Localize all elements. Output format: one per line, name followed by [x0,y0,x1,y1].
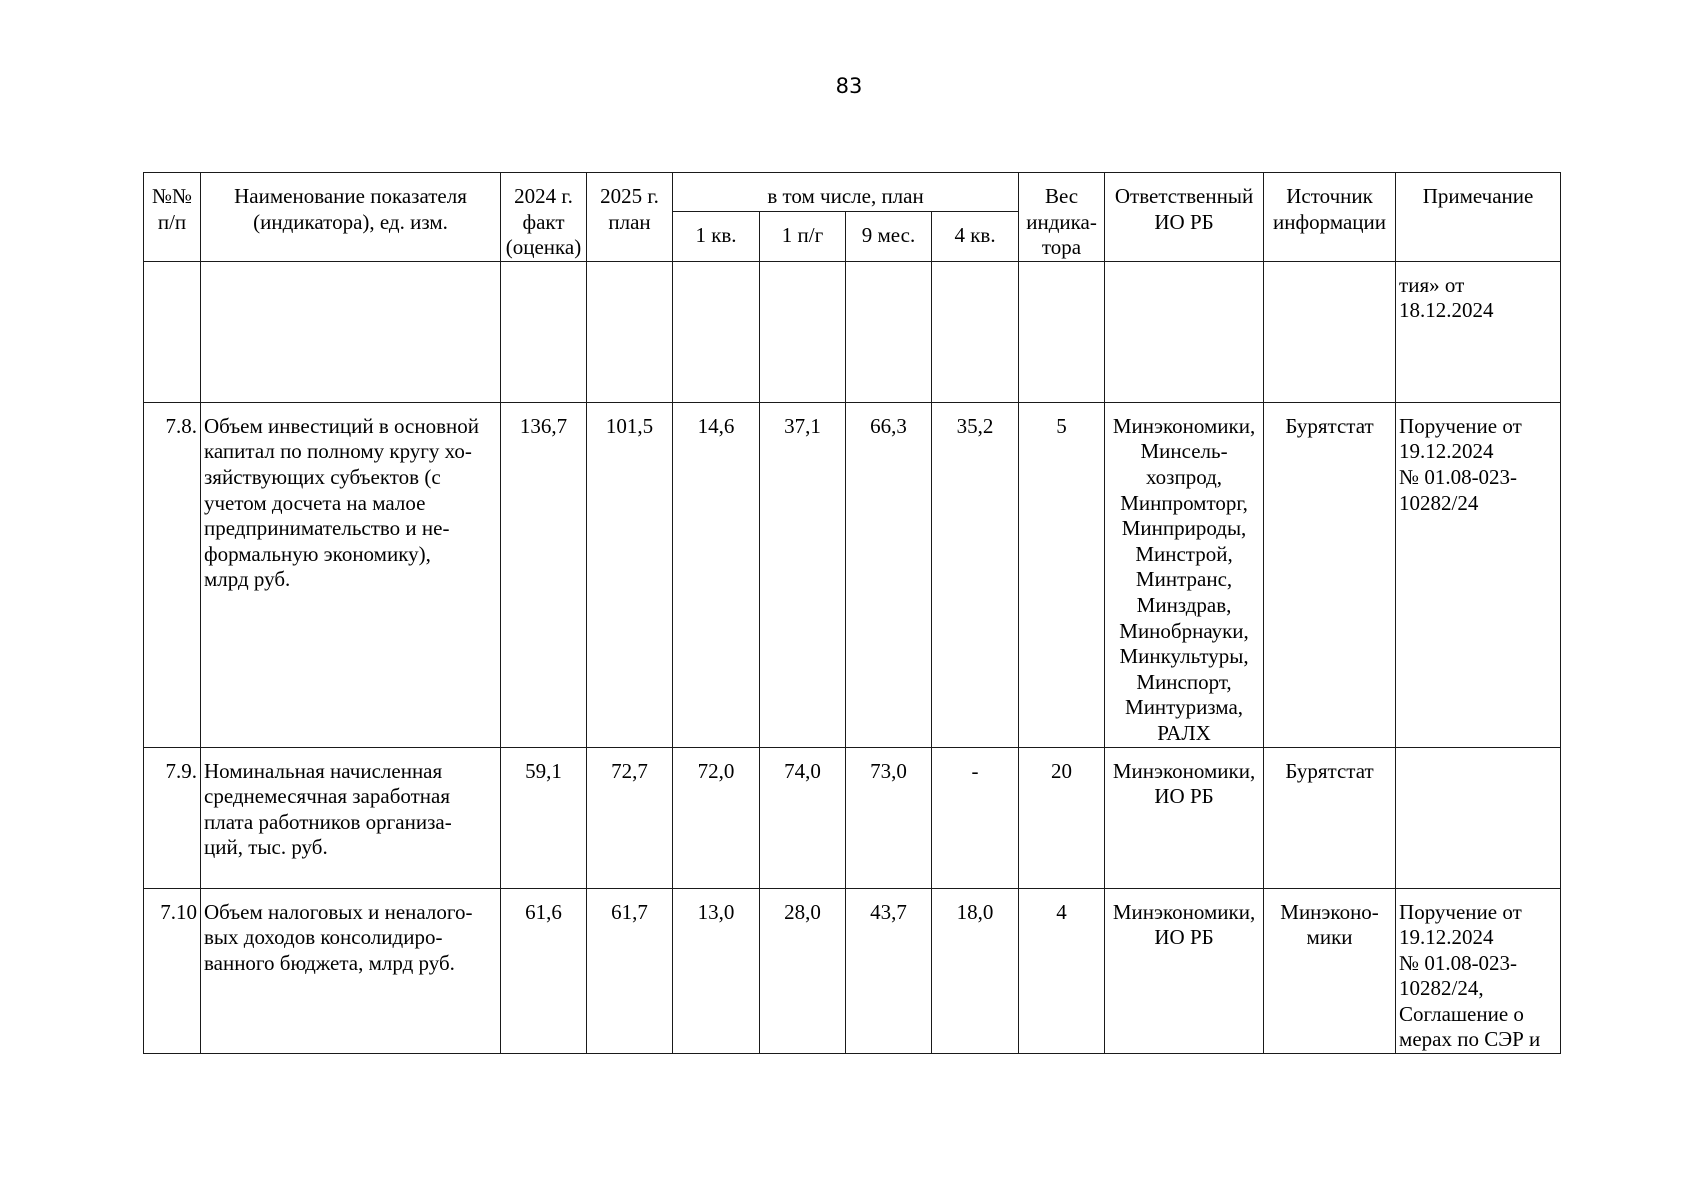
cell-num [144,261,201,402]
cell-9-months: 73,0 [846,747,932,888]
header-h1: 1 п/г [760,212,846,262]
cell-plan-2025: 101,5 [587,402,673,747]
cell-q4: - [932,747,1019,888]
cell-note: Поручение от 19.12.2024 № 01.08-023- 10282/24, Соглашение о мерах по СЭР и [1396,888,1561,1054]
cell-q1: 13,0 [673,888,760,1054]
header-note: Примечание [1396,173,1561,262]
cell-q1: 72,0 [673,747,760,888]
header-weight: Вес индика-тора [1019,173,1105,262]
header-q1: 1 кв. [673,212,760,262]
cell-name: Объем инвестиций в основной капитал по полному кругу хо- зяйствующих субъектов (с учетом досчета на малое предпринимательство и не- формальную экономику), млрд руб. [201,402,501,747]
cell-name: Номинальная начисленная среднемесячная заработная плата работников организа- ций, тыс. руб. [201,747,501,888]
cell-source: Бурятстат [1264,747,1396,888]
page-number: 83 [835,74,863,98]
cell-plan-2025: 72,7 [587,747,673,888]
cell-q1: 14,6 [673,402,760,747]
cell-note: Поручение от 19.12.2024 № 01.08-023- 10282/24 [1396,402,1561,747]
cell-weight: 5 [1019,402,1105,747]
cell-num: 7.9. [144,747,201,888]
cell-name [201,261,501,402]
cell-fact-2024: 61,6 [501,888,587,1054]
cell-source: Минэконо- мики [1264,888,1396,1054]
cell-responsible [1105,261,1264,402]
cell-note [1396,747,1561,888]
header-num: №№ п/п [144,173,201,262]
cell-weight [1019,261,1105,402]
cell-source: Бурятстат [1264,402,1396,747]
cell-num: 7.10 [144,888,201,1054]
cell-plan-2025 [587,261,673,402]
cell-plan-2025: 61,7 [587,888,673,1054]
header-plan-2025: 2025 г. план [587,173,673,262]
cell-h1: 74,0 [760,747,846,888]
cell-q4: 35,2 [932,402,1019,747]
cell-h1: 37,1 [760,402,846,747]
header-fact-2024: 2024 г. факт (оценка) [501,173,587,262]
cell-q4: 18,0 [932,888,1019,1054]
table-row [144,261,1561,402]
cell-9-months [846,261,932,402]
cell-source [1264,261,1396,402]
cell-note: тия» от 18.12.2024 [1396,261,1561,402]
cell-num: 7.8. [144,402,201,747]
indicators-table [143,172,1561,1054]
table-row [144,747,1561,888]
cell-q4 [932,261,1019,402]
cell-9-months: 66,3 [846,402,932,747]
cell-9-months: 43,7 [846,888,932,1054]
header-responsible: Ответственный ИО РБ [1105,173,1264,262]
cell-fact-2024 [501,261,587,402]
cell-q1 [673,261,760,402]
table-row [144,888,1561,1054]
cell-responsible: Минэкономики, ИО РБ [1105,747,1264,888]
cell-weight: 4 [1019,888,1105,1054]
header-including-plan: в том числе, план [673,173,1019,212]
cell-h1: 28,0 [760,888,846,1054]
header-9-months: 9 мес. [846,212,932,262]
cell-responsible: Минэкономики, ИО РБ [1105,888,1264,1054]
table-row [144,402,1561,747]
header-source: Источник информации [1264,173,1396,262]
cell-name: Объем налоговых и неналого- вых доходов консолидиро- ванного бюджета, млрд руб. [201,888,501,1054]
cell-responsible: Минэкономики, Минсель- хозпрод, Минпромторг, Минприроды, Минстрой, Минтранс, Минздрав, Минобрнауки, Минкультуры, Минспорт, Минтуризма, РАЛХ [1105,402,1264,747]
cell-fact-2024: 136,7 [501,402,587,747]
cell-h1 [760,261,846,402]
cell-weight: 20 [1019,747,1105,888]
header-q4: 4 кв. [932,212,1019,262]
table-header-row-1 [144,173,1561,212]
header-name: Наименование показателя (индикатора), ед. изм. [201,173,501,262]
cell-fact-2024: 59,1 [501,747,587,888]
